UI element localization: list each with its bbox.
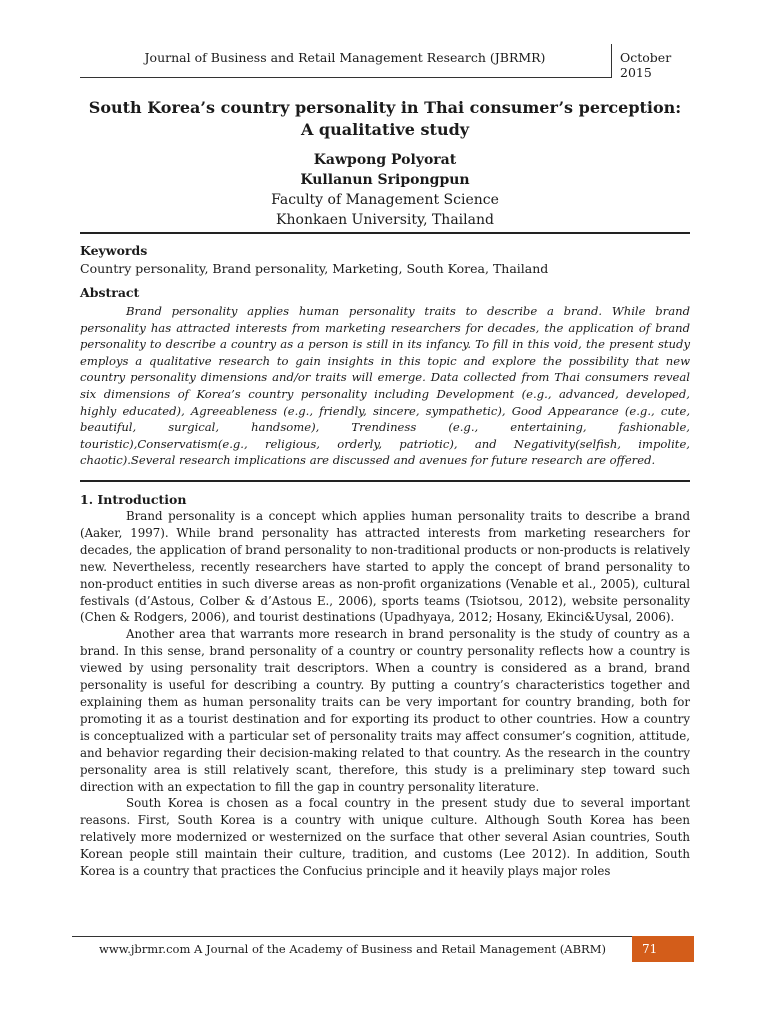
paper-title-line2: A qualitative study <box>300 120 470 139</box>
introduction-body <box>80 508 690 880</box>
header-rule <box>80 77 611 78</box>
author-block <box>80 150 690 230</box>
section-rule-top <box>80 232 690 234</box>
paragraph-3: South Korea is chosen as a focal country in the present study due to several important reasons. First, South Korea is a country with unique culture. Although South Korea has been relatively more modernized or westernized on the surface that other several Asian countries, South Korean people still maintain their culture, tradition, and customs (Lee 2012). In addition, South Korea is a country that practices the Confucius principle and it heavily plays major roles <box>80 796 690 879</box>
affiliation-2: Khonkaen University, Thailand <box>276 212 494 228</box>
page-number-badge: 71 <box>632 936 694 962</box>
paper-title-line1: South Korea’s country personality in Thai consumer’s perception: <box>88 98 682 117</box>
footer-rule <box>72 936 632 937</box>
author-2: Kullanun Sripongpun <box>300 172 470 188</box>
footer-text: www.jbrmr.com A Journal of the Academy of Business and Retail Management (ABRM) <box>99 942 606 956</box>
section-rule-bottom <box>80 480 690 482</box>
paragraph-1: Brand personality is a concept which applies human personality traits to describe a brand (Aaker, 1997). While brand personality has attracted interests from marketing researchers for decades, the application of brand personality to non-traditional products or non-products is relatively new. Nevertheless, recently researchers have started to apply the concept of brand personality to non-product entities in such diverse areas as non-profit organizations (Venable et al., 2005), cultural festivals (d’Astous, Colber & d’Astous E., 2006), sports teams (Tsiotsou, 2012), website personality (Chen & Rodgers, 2006), and tourist destinations (Upadhyaya, 2012; Hosany, Ekinci&Uysal, 2006). <box>80 509 690 625</box>
affiliation-1: Faculty of Management Science <box>271 192 499 208</box>
paragraph-2: Another area that warrants more research in brand personality is the study of country as a brand. In this sense, brand personality of a country or country personality reflects how a country is viewed by using personality trait descriptors. When a country is considered as a brand, brand personality is useful for describing a country. By putting a country’s characteristics together and explaining them as human personality traits can be very important for country branding, both for promoting it as a tourist destination and for exporting its product to other countries. How a country is conceptualized with a particular set of personality traits may affect consumer’s cognition, attitude, and behavior regarding their decision-making related to that country. As the research in the country personality area is still relatively scant, therefore, this study is a preliminary step toward such direction with an expectation to fill the gap in country personality literature. <box>80 627 690 794</box>
abstract-text: Brand personality applies human personality traits to describe a brand. While brand personality has attracted interests from marketing researchers for decades, the application of brand personality to describe a country as a person is still in its infancy. To fill in this void, the present study employs a qualitative research to gain insights in this topic and explore the possibility that new country personality dimensions and/or traits will emerge. Data collected from Thai consumers reveal six dimensions of Korea’s country personality including Development (e.g., advanced, developed, highly educated), Agreeableness (e.g., friendly, sincere, sympathetic), Good Appearance (e.g., cute, beautiful, surgical, handsome), Trendiness (e.g., entertaining, fashionable, touristic),Conservatism(e.g., religious, orderly, patriotic), and Negativity(selfish, impolite, chaotic).Several research implications are discussed and avenues for future research are offered. <box>80 304 690 468</box>
journal-title: Journal of Business and Retail Management Research (JBRMR) <box>144 50 546 65</box>
running-header <box>80 44 690 78</box>
issue-date: October 2015 <box>620 50 672 80</box>
introduction-heading: 1. Introduction <box>80 492 187 507</box>
author-1: Kawpong Polyorat <box>313 152 457 168</box>
header-divider <box>611 44 612 78</box>
keywords-heading: Keywords <box>80 243 148 258</box>
keywords-text: Country personality, Brand personality, Marketing, South Korea, Thailand <box>80 261 549 276</box>
abstract-heading: Abstract <box>80 285 140 300</box>
paper-title <box>80 97 690 141</box>
